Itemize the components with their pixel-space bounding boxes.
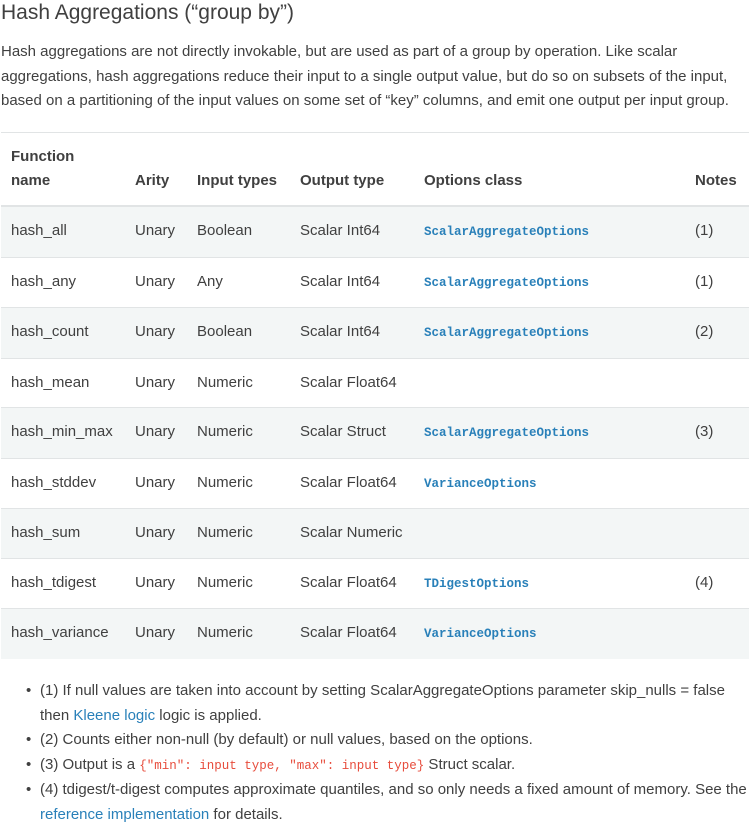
cell-input-types: Numeric: [187, 358, 290, 408]
cell-notes: [685, 458, 749, 509]
cell-output-type: Scalar Float64: [290, 358, 414, 408]
cell-notes: [685, 509, 749, 559]
bullet-icon: •: [26, 781, 32, 799]
cell-arity: Unary: [125, 509, 187, 559]
cell-arity: Unary: [125, 257, 187, 308]
cell-input-types: Any: [187, 257, 290, 308]
table-row: [1, 408, 749, 459]
cell-output-type: Scalar Int64: [290, 308, 414, 359]
table-row: [1, 206, 749, 257]
cell-output-type: Scalar Int64: [290, 206, 414, 257]
cell-function-name: hash_mean: [1, 358, 125, 408]
cell-input-types: Numeric: [187, 509, 290, 559]
table-row: [1, 609, 749, 659]
cell-options-class: [414, 408, 685, 459]
cell-output-type: Scalar Int64: [290, 257, 414, 308]
cell-options-class: [414, 509, 685, 559]
table-row: [1, 558, 749, 609]
col-header-notes: Notes: [685, 133, 749, 207]
table-row: [1, 458, 749, 509]
cell-notes: (2): [685, 308, 749, 359]
cell-options-class: [414, 609, 685, 659]
options-class-link[interactable]: ScalarAggregateOptions: [424, 225, 590, 239]
options-class-link[interactable]: TDigestOptions: [424, 576, 530, 591]
cell-function-name: hash_count: [1, 308, 125, 359]
table-row: [1, 358, 749, 408]
footnote-3: • (3) Output is a {"min": input type, "max": input type} Struct scalar.: [0, 753, 749, 779]
cell-function-name: hash_stddev: [1, 458, 125, 509]
cell-notes: (4): [685, 558, 749, 609]
cell-output-type: Scalar Numeric: [290, 509, 414, 559]
footnote-1: • (1) If null values are taken into account by setting ScalarAggregateOptions parameter skip_nulls = false then Kleene logic logic is applied.: [0, 679, 749, 728]
col-header-options-class: Options class: [414, 133, 685, 207]
table-body: [1, 206, 749, 659]
cell-function-name: hash_min_max: [1, 408, 125, 459]
table-row: [1, 308, 749, 359]
cell-function-name: hash_any: [1, 257, 125, 308]
options-class-link[interactable]: ScalarAggregateOptions: [424, 426, 590, 440]
options-class-link[interactable]: VarianceOptions: [424, 627, 537, 641]
cell-input-types: Numeric: [187, 458, 290, 509]
cell-output-type: Scalar Float64: [290, 609, 414, 659]
options-class-link[interactable]: ScalarAggregateOptions: [424, 326, 590, 340]
cell-options-class: [414, 358, 685, 408]
struct-literal-code: {"min": input type, "max": input type}: [139, 758, 425, 773]
cell-options-class: [414, 558, 685, 609]
cell-input-types: Boolean: [187, 308, 290, 359]
cell-arity: Unary: [125, 558, 187, 609]
cell-arity: Unary: [125, 358, 187, 408]
cell-function-name: hash_sum: [1, 509, 125, 559]
cell-function-name: hash_variance: [1, 609, 125, 659]
cell-arity: Unary: [125, 308, 187, 359]
page-title: Hash Aggregations (“group by”): [1, 1, 294, 24]
cell-arity: Unary: [125, 609, 187, 659]
cell-arity: Unary: [125, 408, 187, 459]
col-header-arity: Arity: [125, 133, 187, 207]
cell-notes: [685, 609, 749, 659]
intro-paragraph: Hash aggregations are not directly invokable, but are used as part of a group by operation. Like scalar aggregations, hash aggregations reduce their input to a single output value, but do so on subsets of the input, based on a partitioning of the input values on some set of “key” columns, and emit one output per input group.: [1, 43, 729, 109]
col-header-output-type: Output type: [290, 133, 414, 207]
cell-input-types: Numeric: [187, 408, 290, 459]
cell-arity: Unary: [125, 206, 187, 257]
table-row: [1, 257, 749, 308]
cell-notes: (1): [685, 206, 749, 257]
cell-options-class: [414, 458, 685, 509]
cell-options-class: [414, 206, 685, 257]
options-class-link[interactable]: ScalarAggregateOptions: [424, 275, 590, 290]
footnote-2: • (2) Counts either non-null (by default) or null values, based on the options.: [0, 728, 749, 753]
table-header-row: [1, 133, 749, 207]
cell-output-type: Scalar Float64: [290, 558, 414, 609]
cell-notes: [685, 358, 749, 408]
cell-input-types: Numeric: [187, 609, 290, 659]
cell-output-type: Scalar Struct: [290, 408, 414, 459]
hash-aggregations-table: [1, 132, 749, 659]
options-class-link[interactable]: VarianceOptions: [424, 476, 537, 491]
cell-output-type: Scalar Float64: [290, 458, 414, 509]
footnote-4: • (4) tdigest/t-digest computes approximate quantiles, and so only needs a fixed amount of memory. See the reference implementation for details.: [0, 778, 749, 827]
col-header-function-name: Function name: [1, 133, 125, 207]
reference-implementation-link[interactable]: reference implementation: [40, 805, 210, 823]
footnotes-list: [0, 679, 749, 828]
cell-arity: Unary: [125, 458, 187, 509]
cell-options-class: [414, 257, 685, 308]
kleene-logic-link[interactable]: Kleene logic: [73, 706, 156, 724]
bullet-icon: •: [26, 755, 32, 773]
cell-function-name: hash_all: [1, 206, 125, 257]
cell-notes: (1): [685, 257, 749, 308]
cell-input-types: Numeric: [187, 558, 290, 609]
col-header-input-types: Input types: [187, 133, 290, 207]
bullet-icon: •: [26, 731, 32, 749]
cell-notes: (3): [685, 408, 749, 459]
table-row: [1, 509, 749, 559]
cell-options-class: [414, 308, 685, 359]
cell-function-name: hash_tdigest: [1, 558, 125, 609]
bullet-icon: •: [26, 682, 32, 699]
cell-input-types: Boolean: [187, 206, 290, 257]
